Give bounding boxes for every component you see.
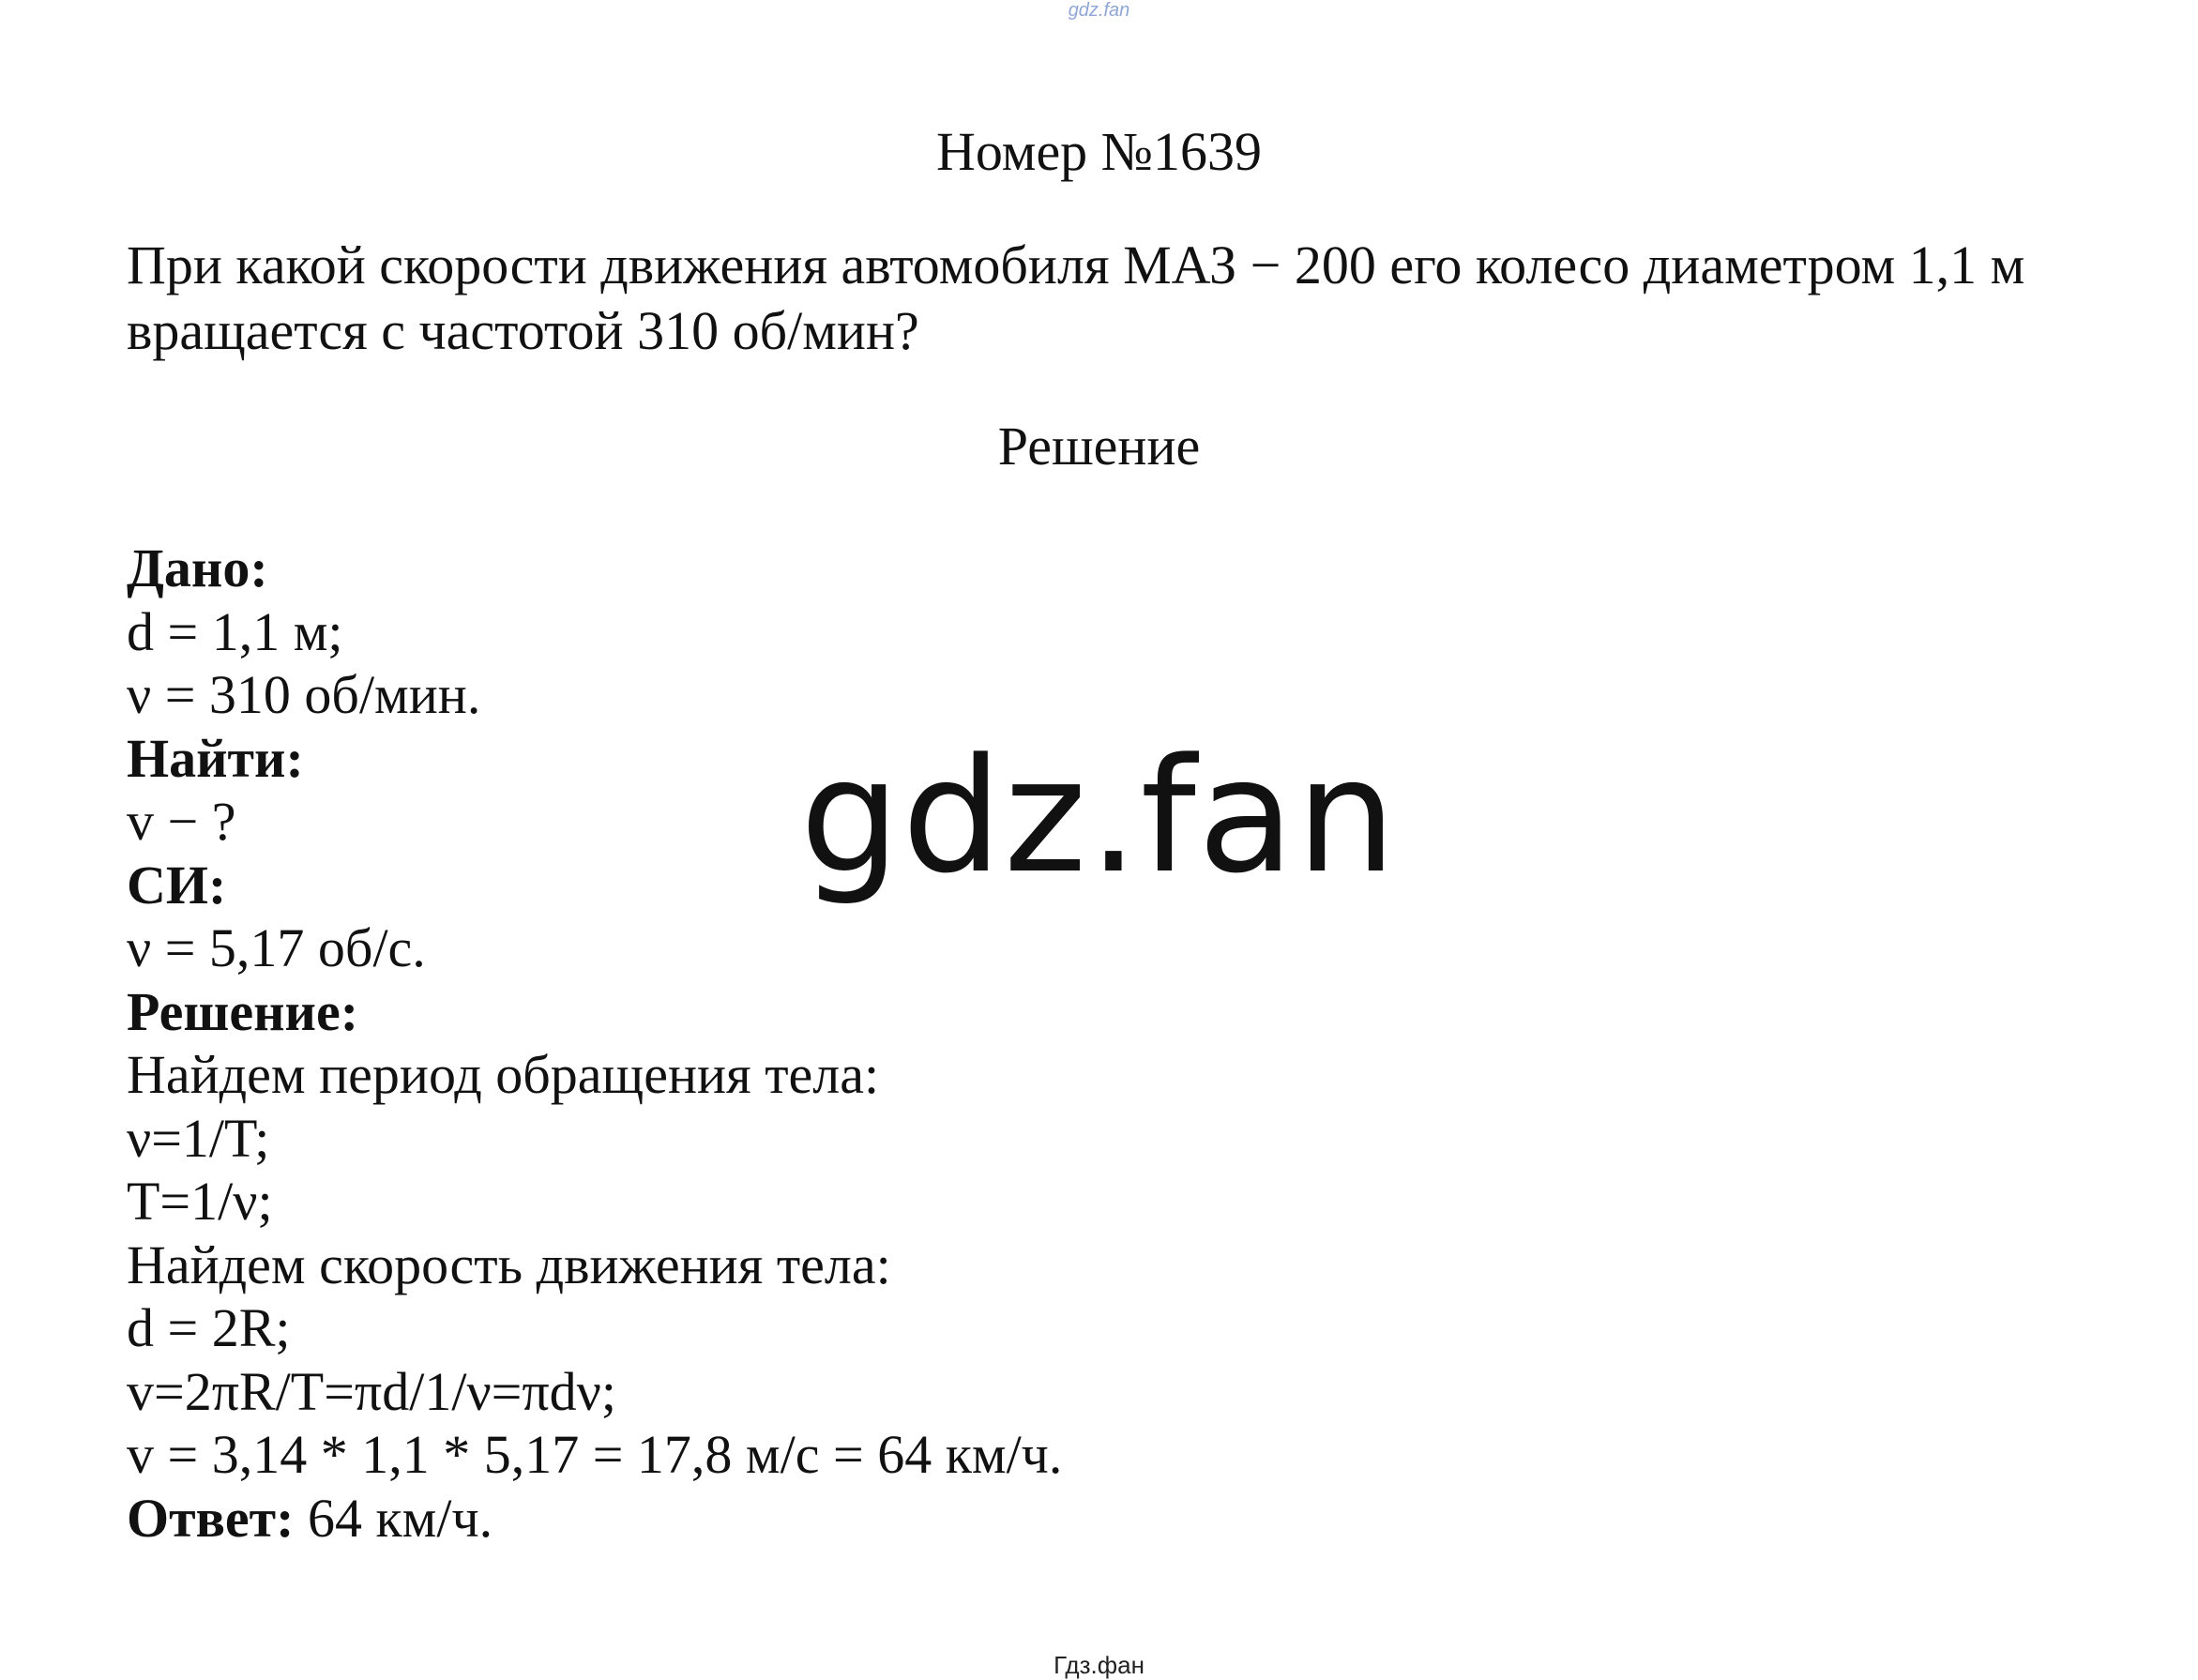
solution-line: ν=1/T; [127,1107,270,1169]
given-label: Дано: [127,537,268,598]
given-line: d = 1,1 м; [127,600,343,662]
page-title: Номер №1639 [935,121,1263,182]
solution-body [127,537,1062,1550]
solution-label: Решение: [127,980,359,1042]
answer-value: 64 км/ч. [294,1487,493,1549]
solution-line: v = 3,14 * 1,1 * 5,17 = 17,8 м/с = 64 км/ч. [127,1424,1063,1485]
find-label: Найти: [127,727,304,789]
problem-statement [127,233,2115,364]
header-watermark: gdz.fan [1068,0,1130,21]
answer-line [127,1487,1062,1551]
solution-line: v=2πR/T=πd/1/ν=πdν; [127,1360,616,1422]
footer-watermark: Гдз.фан [1054,1651,1144,1679]
solution-line: Найдем период обращения тела: [127,1044,880,1105]
center-watermark: gdz.fan [799,724,1399,908]
problem-line: вращается с частотой 310 об/мин? [127,300,919,361]
solution-line: Найдем скорость движения тела: [127,1234,891,1295]
solution-line: T=1/ν; [127,1171,273,1232]
answer-label: Ответ: [127,1487,295,1549]
find-line: v − ? [127,791,236,852]
solution-line: d = 2R; [127,1297,291,1358]
solution-heading: Решение [997,416,1201,477]
problem-line: При какой скорости движения автомобиля МАЗ − 200 его колесо диаметром 1,1 м [127,235,2025,295]
si-line: ν = 5,17 об/с. [127,917,426,978]
given-line: ν = 310 об/мин. [127,664,481,725]
si-label: СИ: [127,854,227,916]
